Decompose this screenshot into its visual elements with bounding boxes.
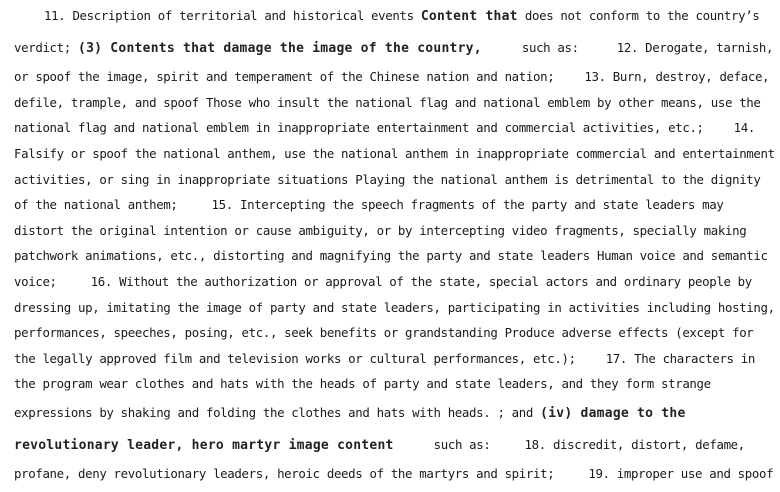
section-heading-iv-cont: revolutionary leader, hero martyr image content: [14, 438, 394, 453]
text-line-11: voice; 16. Without the authorization or approval of the state, special actors and ordinary people by: [14, 274, 752, 289]
text-line-5: national flag and national emblem in inappropriate entertainment and commercial activities, etc.; 14.: [14, 120, 755, 135]
text-line-4: defile, trample, and spoof Those who insult the national flag and national emblem by other means, use the: [14, 95, 761, 110]
text-line-8: of the national anthem; 15. Intercepting the speech fragments of the party and state leaders may: [14, 197, 724, 212]
text-line-6: Falsify or spoof the national anthem, use the national anthem in inappropriate commercial and entertainment: [14, 146, 775, 161]
text-line-3: or spoof the image, spirit and temperament of the Chinese nation and nation; 13. Burn, destroy, deface,: [14, 69, 770, 84]
text-line-18: profane, deny revolutionary leaders, heroic deeds of the martyrs and spirit; 19. improper use and spoof: [14, 466, 774, 481]
text-line-7: activities, or sing in inappropriate situations Playing the national anthem is detrimental to the dignity: [14, 172, 761, 187]
text-line-15: the program wear clothes and hats with the heads of party and state leaders, and they form strange: [14, 376, 711, 391]
text-line-14: the legally approved film and television works or cultural performances, etc.); 17. The characters in: [14, 351, 755, 366]
bold-phrase: Content that: [420, 9, 518, 24]
text-line-1: 11. Description of territorial and historical events Content that does not conform to the country’s: [44, 8, 760, 24]
text-line-12: dressing up, imitating the image of party and state leaders, participating in activities including hosting,: [14, 300, 775, 315]
text-line-17: revolutionary leader, hero martyr image content such as: 18. discredit, distort, defame,: [14, 437, 745, 453]
section-heading-3: (3) Contents that damage the image of the country,: [78, 41, 482, 56]
text-line-13: performances, speeches, posing, etc., seek benefits or grandstanding Produce adverse effects (except for: [14, 325, 754, 340]
text-line-10: patchwork animations, etc., distorting and magnifying the party and state leaders Human voice and semantic: [14, 248, 768, 263]
text-line-16: expressions by shaking and folding the clothes and hats with heads. ; and (iv) damage to the: [14, 405, 686, 421]
text-line-2: verdict; (3) Contents that damage the image of the country, such as: 12. Derogate, tarnish,: [14, 40, 774, 56]
text-line-9: distort the original intention or cause ambiguity, or by intercepting video fragments, specially making: [14, 223, 747, 238]
section-heading-iv: (iv) damage to the: [540, 406, 686, 421]
